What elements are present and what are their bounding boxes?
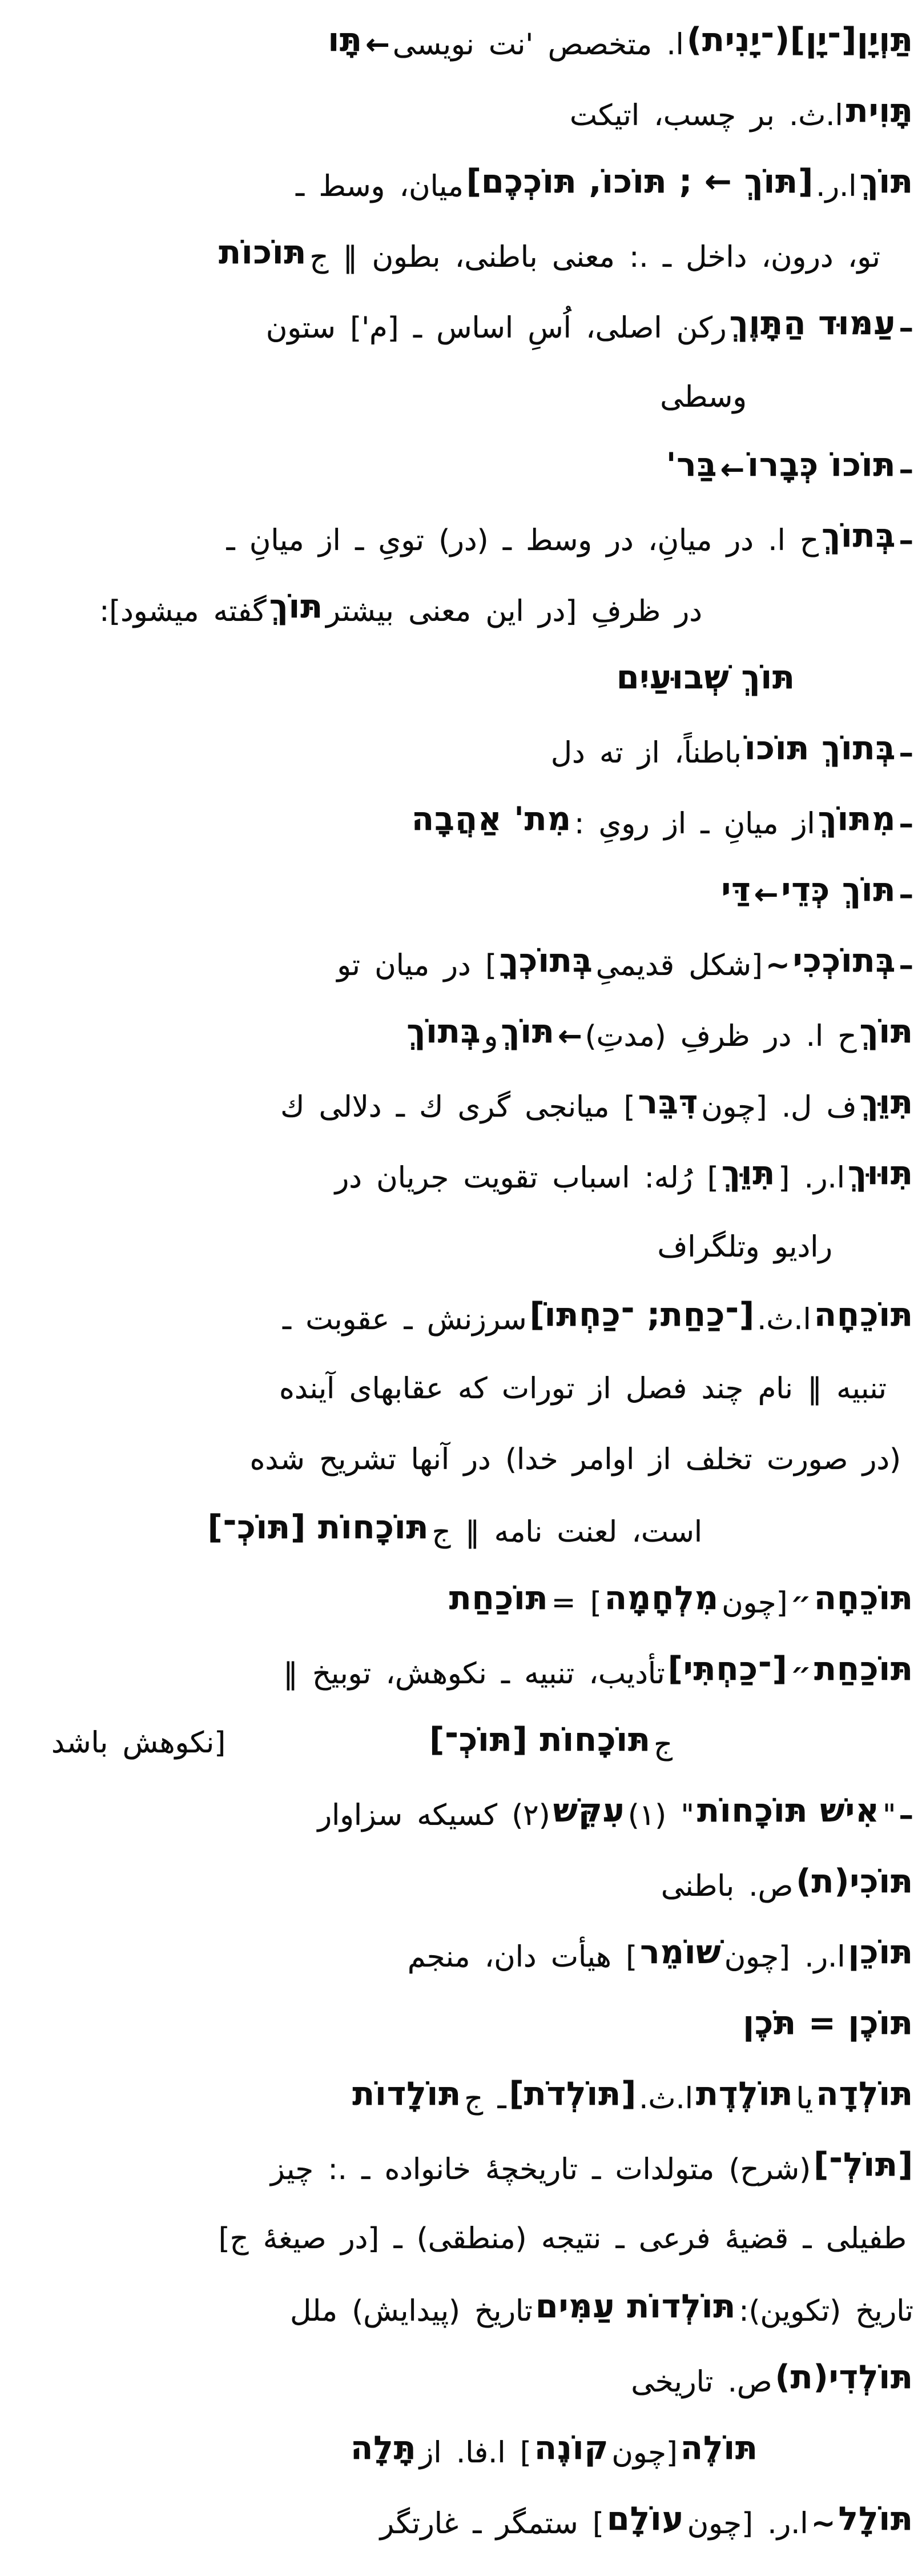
hebrew-text: תּוֹכָחוֹת [תּוֹכְ־] <box>207 1508 429 1546</box>
hebrew-text: תּוֹלְדִי(ת) <box>775 2358 913 2396</box>
hebrew-text: בַּר' <box>666 446 718 484</box>
persian-text: [نكوهش باشد <box>51 1726 226 1760</box>
reference-arrow-symbol: ← <box>365 28 390 62</box>
hebrew-text: תִּוּוּךְ <box>848 1154 913 1192</box>
hebrew-text: תּוֹכוֹ כְּבָרוֹ <box>747 446 896 484</box>
persian-text: است، لعنت نامه ‖ ج <box>432 1515 702 1549</box>
persian-text: طفيلى ـ قضيۀ فرعى ـ نتيجه (منطقى) ـ [در صيغۀ ج] <box>218 2222 907 2256</box>
entry-toleh <box>0 2416 918 2487</box>
reference-arrow-symbol: ← <box>754 878 779 912</box>
persian-text: ] هيأت دان، منجم <box>407 1940 638 1974</box>
persian-text: ا.ث. <box>639 2082 693 2116</box>
subentry-betokhekhi <box>0 929 918 1000</box>
persian-text: تاريخ (پيدايش) ملل <box>290 2294 533 2328</box>
hebrew-text: תּוֹכַחַת <box>449 1579 549 1617</box>
hebrew-text: תּוֹכוֹת <box>219 234 307 271</box>
reference-arrow-symbol: ~ <box>765 949 790 982</box>
subentry-dash: – <box>899 1799 913 1832</box>
persian-text: ا.ر. [چون <box>724 1940 845 1974</box>
hebrew-text: מִת' אַהֲבָה <box>411 800 571 838</box>
hebrew-text: בְּתוֹךְ תּוֹכוֹ <box>744 729 896 767</box>
entry-tokhekha-continuation-1 <box>0 1354 918 1425</box>
persian-text: گفته ميشود]: <box>99 595 267 628</box>
entry-tolada <box>0 2062 918 2133</box>
reference-arrow-symbol: ← <box>557 1020 582 1053</box>
persian-text: ا.ر. [چون <box>687 2507 808 2541</box>
persian-text: (٢) كسيكه سزاوار <box>317 1799 550 1832</box>
entry-tolal <box>0 2487 918 2558</box>
entry-tokhi <box>0 1849 918 1920</box>
hebrew-text: דִּבֵּר <box>638 1084 699 1121</box>
persian-text: (در صورت تخلف از اوامر خدا) در آنها تشريح شده <box>249 1443 901 1476</box>
hebrew-text: בְּתוֹךְ <box>406 1013 481 1050</box>
reference-arrow-symbol: ~ <box>811 2507 836 2541</box>
persian-text: تأديب، تنبيه ـ نكوهش، توبيخ ‖ <box>283 1657 665 1691</box>
dictionary-text-column <box>0 8 918 2558</box>
subentry-betokh <box>0 504 918 575</box>
persian-text: باطناً، از ته دل <box>550 736 742 770</box>
entry-tivukh <box>0 1141 918 1212</box>
persian-text: ا.ث. بر چسب، اتيكت <box>570 99 843 133</box>
persian-text: ] = <box>551 1586 602 1620</box>
hebrew-text: תּוֹלְדוֹת עַמִּים <box>535 2288 736 2325</box>
entry-tolada-continuation-2 <box>0 2204 918 2274</box>
hebrew-text: תּוֹכַחַת <box>814 1650 913 1688</box>
persian-text: راديو وتلگراف <box>657 1230 832 1264</box>
entry-tokhekha-continuation-3 <box>0 1495 918 1566</box>
entry-tavit <box>0 79 918 150</box>
subentry-dash: – <box>899 736 913 770</box>
subentry-dash: – <box>899 878 913 912</box>
persian-text: ا.ر. <box>816 170 857 203</box>
subentry-dash: – <box>899 807 913 841</box>
runover-radio-telegraph <box>0 1212 918 1283</box>
persian-text: و <box>484 1020 498 1053</box>
hebrew-text: עוֹלָם <box>606 2500 685 2538</box>
persian-text: [چون <box>722 1586 788 1620</box>
hebrew-text: תּוֹכָחוֹת [תּוֹכְ־] <box>429 1721 651 1759</box>
line-left-group <box>51 1708 226 1779</box>
hebrew-text: תּוֹכֵחָה <box>814 1579 913 1617</box>
persian-text: ركن اصلى، اُسِ اساس ـ [م'] ستون <box>265 311 727 345</box>
subentry-dash: – <box>899 524 913 557</box>
entry-tivekh-verb <box>0 1070 918 1141</box>
hebrew-text: תּוֹכֵן <box>848 1933 913 1971</box>
subentry-betokh-tokho <box>0 716 918 787</box>
subentry-betokh-continuation <box>0 575 918 645</box>
persian-text: تنبيه ‖ نام چند فصل از تورات كه عقابهاى آينده <box>279 1372 887 1406</box>
hebrew-text: תּוֹלָדוֹת <box>352 2075 462 2113</box>
persian-text: وسطى <box>660 380 747 414</box>
hebrew-text: עִקֵּשׁ <box>553 1792 625 1829</box>
hebrew-text: מִתּוֹךְ <box>818 800 896 838</box>
persian-text: " <box>882 1799 896 1832</box>
persian-text: [شكل قديمىِ <box>595 949 763 982</box>
hebrew-text: תּוֹלָל <box>838 2500 913 2538</box>
persian-text: از ميانِ ـ از روىِ : <box>574 807 815 841</box>
entry-tavyan <box>0 8 918 79</box>
entry-tokhen-astronomer <box>0 1920 918 1991</box>
persian-text: ] ستمگر ـ غارتگر <box>380 2507 604 2541</box>
hebrew-text: קוֹנֶה <box>534 2429 609 2467</box>
hebrew-text: שׁוֹמֵר <box>640 1933 722 1971</box>
subentry-dash: – <box>899 949 913 982</box>
persian-text: ] در ميان تو <box>337 949 497 982</box>
entry-tokh <box>0 150 918 220</box>
persian-text: ا.ر. [ <box>778 1161 845 1195</box>
persian-text: ح ا. در ظرفِ (مدتِ) <box>585 1020 857 1053</box>
persian-text: ـ ج <box>464 2082 506 2116</box>
persian-text: ص. تاريخى <box>631 2365 772 2399</box>
persian-text: ج <box>654 1728 673 1762</box>
hebrew-text: תָּוִית <box>845 92 913 130</box>
reference-arrow-symbol: ← <box>720 453 745 487</box>
persian-text: يا <box>796 2082 814 2116</box>
persian-text: تاريخ (تكوين): <box>739 2294 913 2328</box>
hebrew-text: תּוֹךְ שְׁבוּעַיִם <box>616 659 795 696</box>
hebrew-text: אִישׁ תּוֹכָחוֹת <box>697 1792 880 1829</box>
hebrew-text: תּוֹךְ <box>859 1013 913 1050</box>
hebrew-text: תּוֹךְ <box>501 1013 555 1050</box>
hebrew-text: תָּלָה <box>351 2429 417 2467</box>
subentry-ish-tokhakhot <box>0 1779 918 1849</box>
hebrew-text: [תּוֹךְ ← ; תּוֹכוֹ, תּוֹכְכֶם] <box>466 163 814 200</box>
hebrew-text: [תּוֹלְ־] <box>814 2146 913 2184</box>
hebrew-text: מִלְחָמָה <box>604 1579 719 1617</box>
entry-tolada-continuation-1 <box>0 2133 918 2204</box>
entry-tokh-continuation <box>0 220 918 291</box>
hebrew-text: תַּוְיָן[־יָן](־יָנִית) <box>686 21 913 59</box>
persian-text: ح ا. در ميانِ، در وسط ـ (در) توىِ ـ از ميانِ ـ <box>226 524 819 557</box>
persian-text: سرزنش ـ عقوبت ـ <box>282 1303 527 1337</box>
hebrew-text: תּוֹלְדָה <box>816 2075 913 2113</box>
hebrew-text: תִּוֵּךְ <box>721 1154 776 1192</box>
entry-tokhen-equals <box>0 1991 918 2062</box>
subentry-amud-hatavekh <box>0 291 918 362</box>
hebrew-text: תּוֹלֶדֶת <box>695 2075 794 2113</box>
subentry-tokh-kedei <box>0 858 918 929</box>
reference-arrow-symbol: ״ <box>790 1657 812 1691</box>
hebrew-text: תּוֹכִי(ת) <box>796 1863 913 1900</box>
entry-toldi <box>0 2345 918 2416</box>
persian-text: تو، درون، داخل ـ .: معنى باطنى، بطون ‖ ج <box>309 240 880 274</box>
hebrew-text: תָּו <box>328 21 363 59</box>
persian-text: ا. متخصص 'نت نويسى <box>392 28 684 62</box>
hebrew-text: תִּוֵּךְ <box>859 1084 913 1121</box>
hebrew-text: תּוֹךְ <box>269 588 324 625</box>
runover-vosta <box>0 362 918 433</box>
hebrew-text: דַּי <box>721 871 751 909</box>
persian-text: ميان، وسط ـ <box>296 170 464 203</box>
entry-tokhekha-continuation-2 <box>0 1425 918 1495</box>
hebrew-text: תּוֹכֶן = תֹּכֶן <box>743 2004 913 2042</box>
line-right-group <box>429 1708 673 1779</box>
persian-text: (شرح) متولدات ـ تاريخچۀ خانواده ـ .: چيز <box>271 2153 811 2186</box>
hebrew-text: תּוֹכֵחָה <box>814 1296 913 1334</box>
entry-tokh-adverb <box>0 1000 918 1070</box>
hebrew-text: [־כַחַת; ־כַחְתּוֹ] <box>529 1296 755 1334</box>
subentry-mitokh <box>0 787 918 858</box>
subentry-dash: – <box>899 453 913 487</box>
persian-text: ] ا.فا. از <box>419 2436 532 2470</box>
hebrew-text: תּוֹלֶה <box>680 2429 758 2467</box>
persian-text: [چون <box>611 2436 678 2470</box>
persian-text: ف ل. [چون <box>701 1090 857 1124</box>
hebrew-text: עַמּוּד הַתָּוֶךְ <box>729 304 896 342</box>
persian-text: ص. باطنى <box>661 1869 794 1903</box>
persian-text: ] ميانجى گرى ك ـ دلالى ك <box>280 1090 635 1124</box>
reference-arrow-symbol: ״ <box>790 1586 811 1620</box>
hebrew-text: בְּתוֹכְךָ <box>500 942 593 980</box>
hebrew-text: תּוֹךְ <box>859 163 913 200</box>
subentry-tokho-kevaro <box>0 433 918 504</box>
entry-tokhakhat-plural-row <box>0 1708 918 1779</box>
subentry-dash: – <box>899 311 913 345</box>
hebrew-text: בְּתוֹךְ <box>822 517 896 555</box>
example-tokh-shevuayim <box>0 645 918 716</box>
hebrew-text: [־כַחְתִּי] <box>667 1650 788 1688</box>
persian-text: ا.ث. <box>757 1303 811 1337</box>
entry-tokhekha-ditto <box>0 1566 918 1637</box>
persian-text: در ظرفِ [در اين معنى بيشتر <box>326 595 702 628</box>
hebrew-text: בְּתוֹכְכִי <box>792 942 896 980</box>
entry-tolada-continuation-3 <box>0 2274 918 2345</box>
persian-text: ] رُله: اسباب تقويت جريان در <box>335 1161 719 1195</box>
hebrew-text: [תּוֹלְדֹת] <box>509 2075 637 2113</box>
entry-tokhekha <box>0 1283 918 1354</box>
persian-text: " (١) <box>627 1799 694 1832</box>
entry-tokhakhat <box>0 1637 918 1708</box>
hebrew-text: תּוֹךְ כְּדֵי <box>781 871 896 909</box>
